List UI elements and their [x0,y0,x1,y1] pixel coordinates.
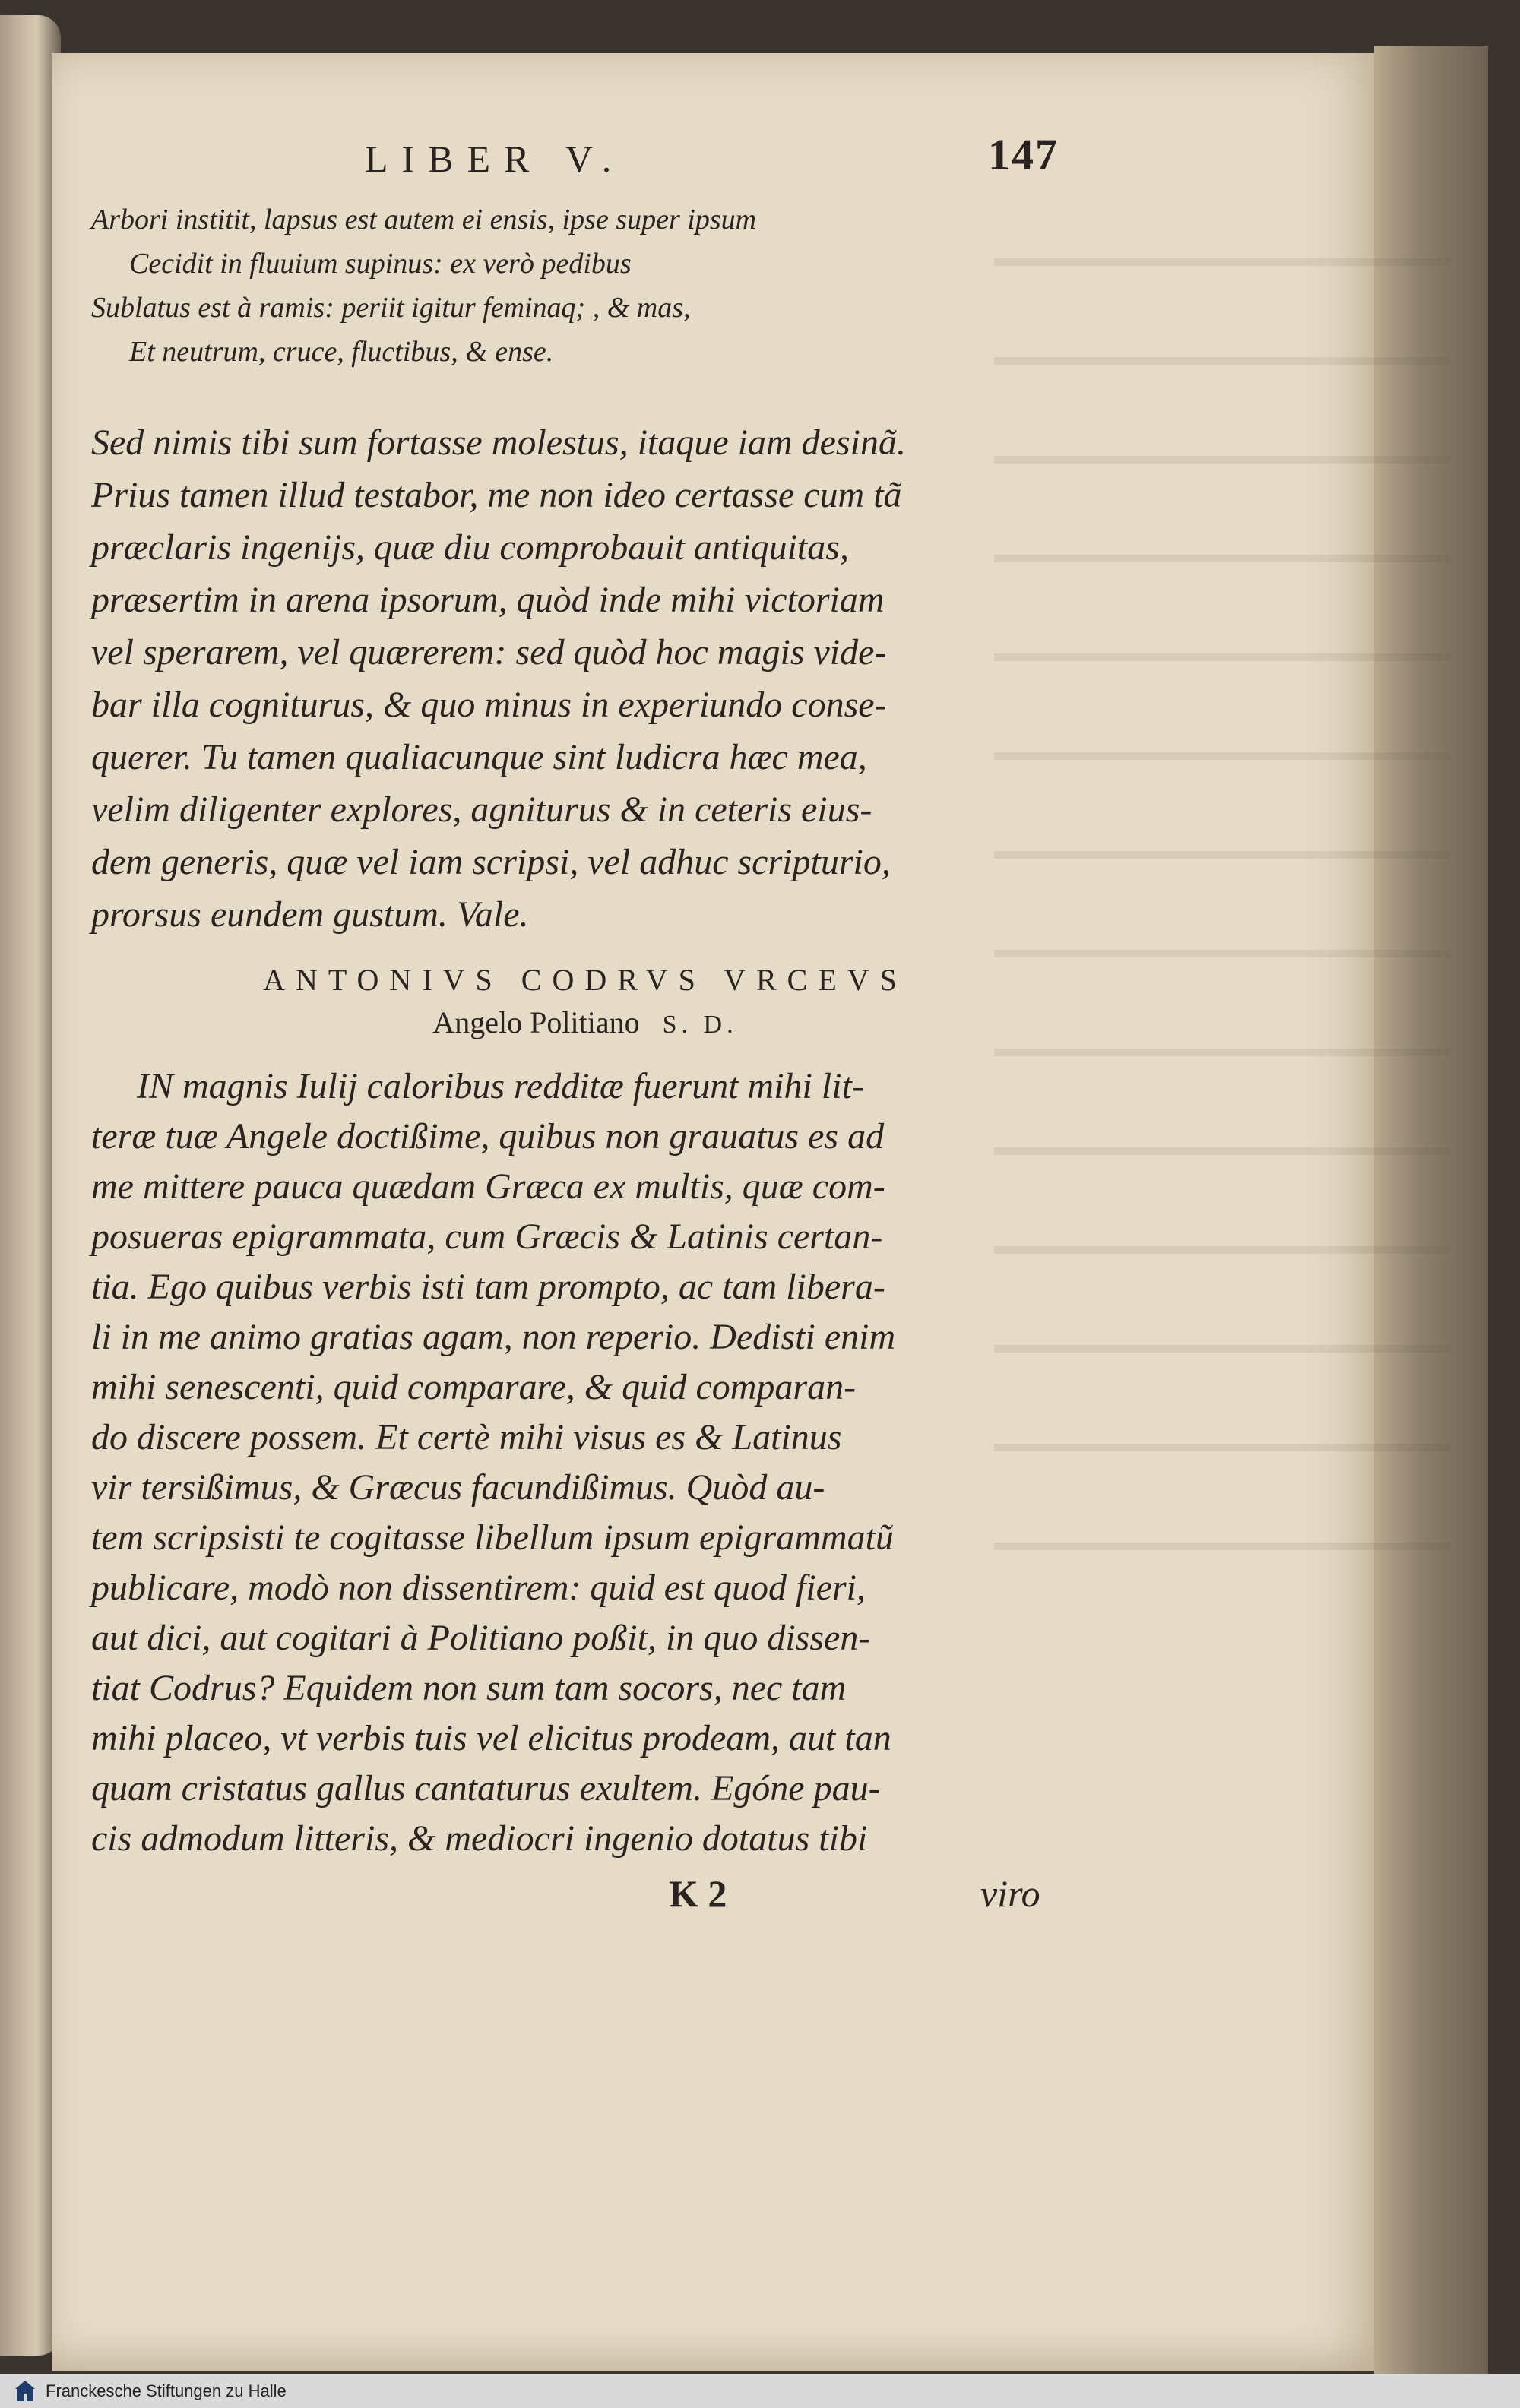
prose-line: vel sperarem, vel quærerem: sed quòd hoc magis vide- [91,632,887,672]
page-number: 147 [988,130,1059,179]
letter-line: mihi placeo, vt verbis tuis vel elicitus prodeam, aut tan [91,1718,891,1758]
running-head-title: LIBER V. [365,138,625,180]
letter-heading: ANTONIVS CODRVS VRCEVS [263,963,907,997]
letter-line: li in me animo gratias agam, non reperio. Dedisti enim [91,1317,896,1357]
catchword: viro [980,1872,1040,1915]
letter-line: mihi senescenti, quid comparare, & quid comparan- [91,1367,857,1407]
letter-line: tia. Ego quibus verbis isti tam prompto, ac tam libera- [91,1267,885,1307]
letter-line: do discere possem. Et certè mihi visus es & Latinus [91,1417,842,1457]
prose-line: bar illa cogniturus, & quo minus in experiundo conse- [91,685,887,725]
letter-line: teræ tuæ Angele doctißime, quibus non grauatus es ad [91,1116,885,1157]
letter-line: IN magnis Iulij caloribus redditæ fuerunt mihi lit- [137,1066,864,1106]
prose-line: querer. Tu tamen qualiacunque sint ludicra hæc mea, [91,737,867,777]
verse-line: Cecidit in fluuium supinus: ex verò pedibus [129,248,632,280]
letter-line: quam cristatus gallus cantaturus exultem. Egóne pau- [91,1768,881,1808]
letter-line: me mittere pauca quædam Græca ex multis, quæ com- [91,1166,885,1207]
prose-line: velim diligenter explores, agniturus & in ceteris eius- [91,789,872,830]
prose-line: præclaris ingenijs, quæ diu comprobauit antiquitas, [91,527,849,568]
letter-body [91,1062,1079,1864]
verse-line: Arbori institit, lapsus est autem ei ensis, ipse super ipsum [91,204,757,236]
prose-paragraph [91,416,1079,941]
letter-line: posueras epigrammata, cum Græcis & Latinis certan- [91,1217,883,1257]
signature-mark: K 2 [669,1872,727,1915]
letter-line: vir tersißimus, & Græcus facundißimus. Quòd au- [91,1467,825,1508]
verse-line: Et neutrum, cruce, fluctibus, & ense. [129,336,554,368]
institution-logo-icon [14,2378,36,2404]
prose-line: Sed nimis tibi sum fortasse molestus, itaque iam desinã. [91,422,906,463]
prose-line: dem generis, quæ vel iam scripsi, vel adhuc scripturio, [91,842,891,882]
prose-line: Prius tamen illud testabor, me non ideo certasse cum tã [91,475,902,515]
credit-text: Franckesche Stiftungen zu Halle [46,2381,287,2400]
addressee-name: Angelo Politiano [432,1005,640,1039]
letter-line: tiat Codrus? Equidem non sum tam socors, nec tam [91,1668,847,1708]
credit-bar [0,2374,1520,2408]
verse-block [91,198,1079,374]
letter-line: publicare, modò non dissentirem: quid est quod fieri, [91,1568,866,1608]
letter-line: cis admodum litteris, & mediocri ingenio dotatus tibi [91,1818,868,1859]
page-footer [91,1872,1079,1932]
page-text [91,130,1079,1932]
verse-line: Sublatus est à ramis: periit igitur feminaq; , & mas, [91,292,691,324]
letter-line: tem scripsisti te cogitasse libellum ipsum epigrammatũ [91,1517,894,1558]
salutation: S. D. [662,1011,738,1039]
prose-line: præsertim in arena ipsorum, quòd inde mihi victoriam [91,580,885,620]
prose-line: prorsus eundem gustum. Vale. [91,894,529,935]
letter-line: aut dici, aut cogitari à Politiano poßit, in quo dissen- [91,1618,871,1658]
running-head [91,130,1079,198]
letter-addressee [91,1001,1079,1046]
